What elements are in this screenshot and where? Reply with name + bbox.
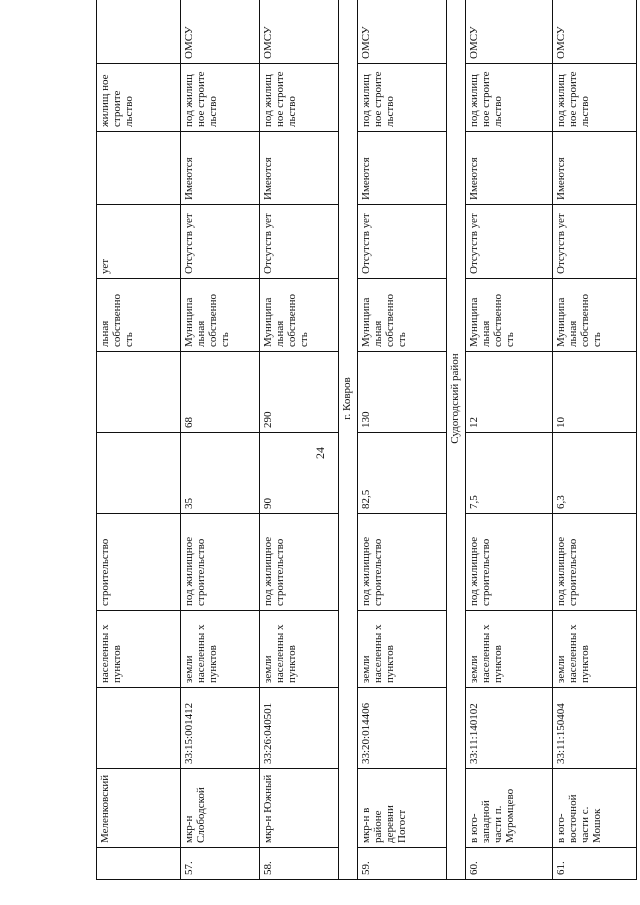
cell-responsible xyxy=(97,0,181,64)
cell-location: мкр-н в районе деревни Погост xyxy=(358,769,447,848)
cell-location: мкр-н Слободской xyxy=(181,769,260,848)
cell-location: Меленковский xyxy=(97,769,181,848)
cell-purpose: жилищ ное строите льство xyxy=(97,64,181,132)
cell-ownership: Муниципа льная собственно сть xyxy=(358,279,447,352)
cell-num: 61. xyxy=(553,848,637,880)
cell-purpose: под жилищ ное строите льство xyxy=(553,64,637,132)
cell-encumbrance: Отсутств ует xyxy=(466,205,553,279)
cell-ownership: Муниципа льная собственно сть xyxy=(260,279,339,352)
cell-category: земли населенны х пунктов xyxy=(553,611,637,688)
cell-utilities: Имеются xyxy=(466,132,553,205)
cell-num xyxy=(97,848,181,880)
cell-permitted-use: под жилищное строительство xyxy=(466,514,553,611)
cell-ownership: Муниципа льная собственно сть xyxy=(466,279,553,352)
cell-capacity xyxy=(97,352,181,433)
cell-cadastral xyxy=(97,688,181,769)
page-number: 24 xyxy=(313,447,327,459)
cell-permitted-use: под жилищное строительство xyxy=(553,514,637,611)
cell-encumbrance: Отсутств ует xyxy=(553,205,637,279)
cell-area: 6,3 xyxy=(553,433,637,514)
cell-num: 59. xyxy=(358,848,447,880)
section-header-row xyxy=(447,0,466,880)
cell-area: 7,5 xyxy=(466,433,553,514)
cell-utilities xyxy=(97,132,181,205)
cell-num: 58. xyxy=(260,848,339,880)
cell-permitted-use: под жилищное строительство xyxy=(260,514,339,611)
cell-responsible: ОМСУ xyxy=(181,0,260,64)
cell-responsible: ОМСУ xyxy=(358,0,447,64)
cell-purpose: под жилищ ное строите льство xyxy=(358,64,447,132)
cell-location: в юго-восточной части с. Мошок xyxy=(553,769,637,848)
cell-cadastral: 33:26:040501 xyxy=(260,688,339,769)
cell-category: земли населенны х пунктов xyxy=(260,611,339,688)
cell-cadastral: 33:11:140102 xyxy=(466,688,553,769)
table-container xyxy=(96,18,616,880)
cell-capacity: 12 xyxy=(466,352,553,433)
table-row xyxy=(466,0,553,880)
section-header-row xyxy=(339,0,358,880)
cell-capacity: 290 xyxy=(260,352,339,433)
cell-ownership: Муниципа льная собственно сть xyxy=(181,279,260,352)
cell-utilities: Имеются xyxy=(553,132,637,205)
table-row xyxy=(260,0,339,880)
table-row xyxy=(181,0,260,880)
cell-permitted-use: под жилищное строительство xyxy=(181,514,260,611)
cell-responsible: ОМСУ xyxy=(553,0,637,64)
cell-encumbrance: Отсутств ует xyxy=(181,205,260,279)
cell-area xyxy=(97,433,181,514)
cell-num: 57. xyxy=(181,848,260,880)
cell-capacity: 130 xyxy=(358,352,447,433)
cell-permitted-use: строительство xyxy=(97,514,181,611)
cell-cadastral: 33:20:014406 xyxy=(358,688,447,769)
cell-cadastral: 33:11:150404 xyxy=(553,688,637,769)
cell-utilities: Имеются xyxy=(358,132,447,205)
cell-location: мкр-н Южный xyxy=(260,769,339,848)
cell-num: 60. xyxy=(466,848,553,880)
cell-ownership: льная собственно сть xyxy=(97,279,181,352)
cell-purpose: под жилищ ное строите льство xyxy=(260,64,339,132)
cell-permitted-use: под жилищное строительство xyxy=(358,514,447,611)
cell-responsible: ОМСУ xyxy=(260,0,339,64)
cell-area: 82,5 xyxy=(358,433,447,514)
cell-area: 90 xyxy=(260,433,339,514)
section-title: Судогодский район xyxy=(447,0,466,880)
cell-category: населенны х пунктов xyxy=(97,611,181,688)
cell-purpose: под жилищ ное строите льство xyxy=(466,64,553,132)
cell-cadastral: 33:15:001412 xyxy=(181,688,260,769)
cell-purpose: под жилищ ное строите льство xyxy=(181,64,260,132)
cell-category: земли населенны х пунктов xyxy=(466,611,553,688)
table-row-continued xyxy=(97,0,181,880)
table-row xyxy=(553,0,637,880)
cell-category: земли населенны х пунктов xyxy=(181,611,260,688)
cell-ownership: Муниципа льная собственно сть xyxy=(553,279,637,352)
cell-encumbrance: Отсутств ует xyxy=(260,205,339,279)
land-plots-table xyxy=(96,0,637,880)
cell-capacity: 68 xyxy=(181,352,260,433)
section-title: г. Ковров xyxy=(339,0,358,880)
cell-location: в юго-западной части п. Муромцево xyxy=(466,769,553,848)
cell-encumbrance: Отсутств ует xyxy=(358,205,447,279)
cell-area: 35 xyxy=(181,433,260,514)
cell-utilities: Имеются xyxy=(181,132,260,205)
cell-responsible: ОМСУ xyxy=(466,0,553,64)
cell-utilities: Имеются xyxy=(260,132,339,205)
cell-category: земли населенны х пунктов xyxy=(358,611,447,688)
table-row xyxy=(358,0,447,880)
cell-capacity: 10 xyxy=(553,352,637,433)
cell-encumbrance: ует xyxy=(97,205,181,279)
